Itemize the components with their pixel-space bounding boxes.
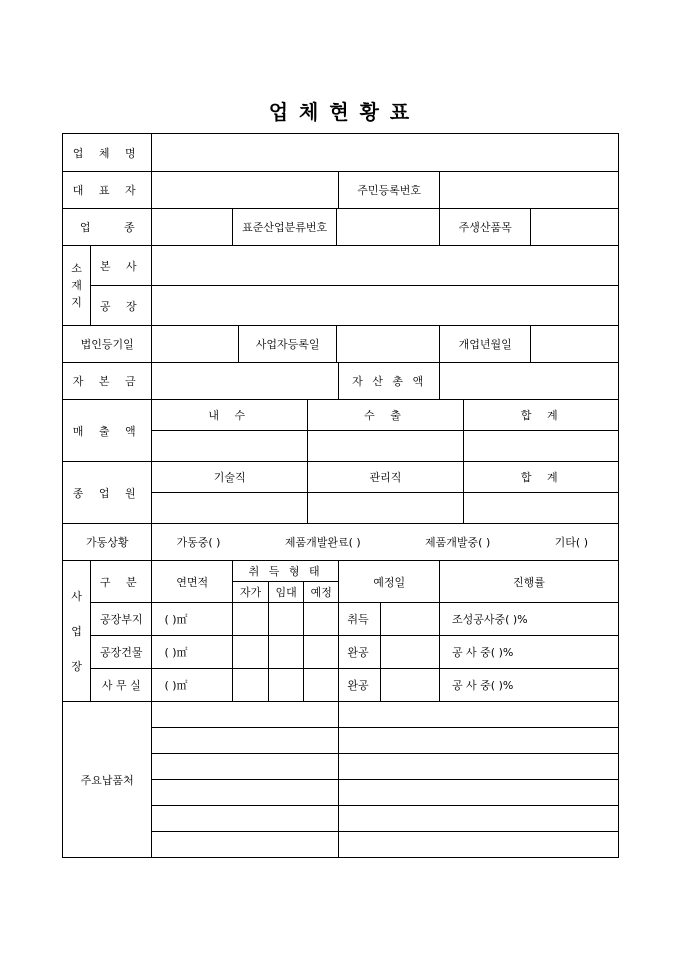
main-product-field[interactable] bbox=[531, 209, 619, 246]
site-row-area[interactable]: ( )㎡ bbox=[152, 669, 232, 702]
label-main-customers: 주요납품처 bbox=[63, 702, 152, 858]
head-office-field[interactable] bbox=[152, 246, 619, 286]
site-row-progress[interactable]: 공 사 중( )% bbox=[439, 636, 618, 669]
site-row bbox=[63, 669, 619, 702]
site-row-leased-field[interactable] bbox=[269, 636, 304, 668]
customer-name-field[interactable] bbox=[152, 702, 339, 728]
sales-total-field[interactable] bbox=[463, 430, 618, 461]
acq-type-leased: 임대 bbox=[269, 582, 304, 602]
customer-name-field[interactable] bbox=[152, 806, 339, 832]
label-operation-status: 가동상황 bbox=[63, 524, 152, 561]
label-head-office: 본 사 bbox=[91, 246, 152, 286]
customer-detail-field[interactable] bbox=[339, 832, 619, 858]
operation-option-other[interactable]: 기타( ) bbox=[554, 536, 588, 549]
site-header-planned-date: 예정일 bbox=[339, 561, 440, 603]
std-industry-code-field[interactable] bbox=[337, 209, 440, 246]
acq-type-planned: 예정 bbox=[310, 586, 332, 599]
opening-date-field[interactable] bbox=[531, 326, 619, 363]
label-business-site: 사 업 장 bbox=[63, 561, 91, 702]
site-row-name: 공장부지 bbox=[91, 603, 152, 636]
company-status-form bbox=[62, 133, 619, 858]
site-row-stage: 완공 bbox=[339, 669, 380, 701]
site-row-planned-field[interactable] bbox=[304, 603, 339, 635]
label-corp-reg-date: 법인등기일 bbox=[63, 326, 152, 363]
total-assets-field[interactable] bbox=[439, 363, 618, 400]
site-row-area[interactable]: ( )㎡ bbox=[152, 636, 232, 669]
biz-reg-date-field[interactable] bbox=[337, 326, 440, 363]
site-row-leased-field[interactable] bbox=[269, 603, 304, 635]
label-main-product: 주생산품목 bbox=[439, 209, 530, 246]
customer-detail-field[interactable] bbox=[339, 754, 619, 780]
customer-name-field[interactable] bbox=[152, 754, 339, 780]
operation-option-dev-complete[interactable]: 제품개발완료( ) bbox=[284, 536, 361, 549]
site-header-floor-area: 연면적 bbox=[152, 561, 232, 603]
sales-header-domestic: 내 수 bbox=[152, 400, 307, 430]
company-name-field[interactable] bbox=[152, 134, 619, 172]
acq-type-owned: 자가 bbox=[233, 582, 269, 602]
operation-option-in-development[interactable]: 제품개발중( ) bbox=[425, 536, 491, 549]
site-row-progress[interactable]: 조성공사중( )% bbox=[439, 603, 618, 636]
operation-status-options bbox=[152, 524, 619, 561]
employees-header-total: 합 계 bbox=[463, 462, 618, 492]
site-header-category: 구 분 bbox=[91, 561, 152, 603]
label-capital: 자 본 금 bbox=[63, 363, 152, 400]
site-row bbox=[63, 603, 619, 636]
site-row-planned-date-field[interactable] bbox=[380, 636, 439, 668]
customer-name-field[interactable] bbox=[152, 780, 339, 806]
page-title: 업 체 현 황 표 bbox=[268, 100, 412, 124]
sales-domestic-field[interactable] bbox=[152, 430, 307, 461]
customer-name-field[interactable] bbox=[152, 728, 339, 754]
site-row-area[interactable]: ( )㎡ bbox=[152, 603, 232, 636]
label-business-type: 업 종 bbox=[63, 209, 152, 246]
employees-grid bbox=[152, 462, 619, 524]
label-sales: 매 출 액 bbox=[63, 400, 152, 462]
customer-detail-field[interactable] bbox=[339, 806, 619, 832]
label-representative: 대 표 자 bbox=[63, 172, 152, 209]
label-total-assets: 자 산 총 액 bbox=[339, 363, 440, 400]
site-row-stage: 완공 bbox=[339, 636, 380, 668]
site-row-owned-field[interactable] bbox=[233, 636, 269, 668]
capital-field[interactable] bbox=[152, 363, 339, 400]
employees-header-technical: 기술직 bbox=[152, 462, 307, 492]
label-location: 소 재 지 bbox=[63, 246, 91, 326]
site-row-planned-date-field[interactable] bbox=[380, 669, 439, 701]
label-company-name: 업 체 명 bbox=[63, 134, 152, 172]
sales-export-field[interactable] bbox=[307, 430, 463, 461]
customer-name-field[interactable] bbox=[152, 832, 339, 858]
sales-header-total: 합 계 bbox=[463, 400, 618, 430]
resident-no-field[interactable] bbox=[439, 172, 618, 209]
sales-grid bbox=[152, 400, 619, 462]
label-opening-date: 개업년월일 bbox=[439, 326, 530, 363]
corp-reg-date-field[interactable] bbox=[152, 326, 238, 363]
customer-detail-field[interactable] bbox=[339, 780, 619, 806]
business-type-field[interactable] bbox=[152, 209, 232, 246]
label-biz-reg-date: 사업자등록일 bbox=[238, 326, 337, 363]
site-row-progress[interactable]: 공 사 중( )% bbox=[439, 669, 618, 702]
site-row-planned-field[interactable] bbox=[304, 669, 339, 701]
employees-admin-field[interactable] bbox=[307, 492, 463, 523]
employees-technical-field[interactable] bbox=[152, 492, 307, 523]
site-row-stage: 취득 bbox=[339, 603, 380, 635]
label-factory: 공 장 bbox=[91, 286, 152, 326]
label-resident-no: 주민등록번호 bbox=[339, 172, 440, 209]
site-row-planned-field[interactable] bbox=[304, 636, 339, 668]
label-employees: 종 업 원 bbox=[63, 462, 152, 524]
site-header-progress: 진행률 bbox=[439, 561, 618, 603]
customer-detail-field[interactable] bbox=[339, 728, 619, 754]
factory-field[interactable] bbox=[152, 286, 619, 326]
representative-field[interactable] bbox=[152, 172, 339, 209]
employees-total-field[interactable] bbox=[463, 492, 618, 523]
site-row-owned-field[interactable] bbox=[233, 669, 269, 701]
site-row-planned-date-field[interactable] bbox=[380, 603, 439, 635]
site-row-name: 공장건물 bbox=[91, 636, 152, 669]
acquisition-type-headers bbox=[232, 582, 339, 603]
site-header-acquisition: 취 득 형 태 bbox=[232, 561, 339, 582]
site-row bbox=[63, 636, 619, 669]
customer-detail-field[interactable] bbox=[339, 702, 619, 728]
sales-header-export: 수 출 bbox=[307, 400, 463, 430]
label-std-industry-code: 표준산업분류번호 bbox=[232, 209, 337, 246]
site-row-owned-field[interactable] bbox=[233, 603, 269, 635]
site-row-name: 사 무 실 bbox=[91, 669, 152, 702]
employees-header-admin: 관리직 bbox=[307, 462, 463, 492]
site-row-leased-field[interactable] bbox=[269, 669, 304, 701]
operation-option-running[interactable]: 가동중( ) bbox=[176, 536, 221, 549]
